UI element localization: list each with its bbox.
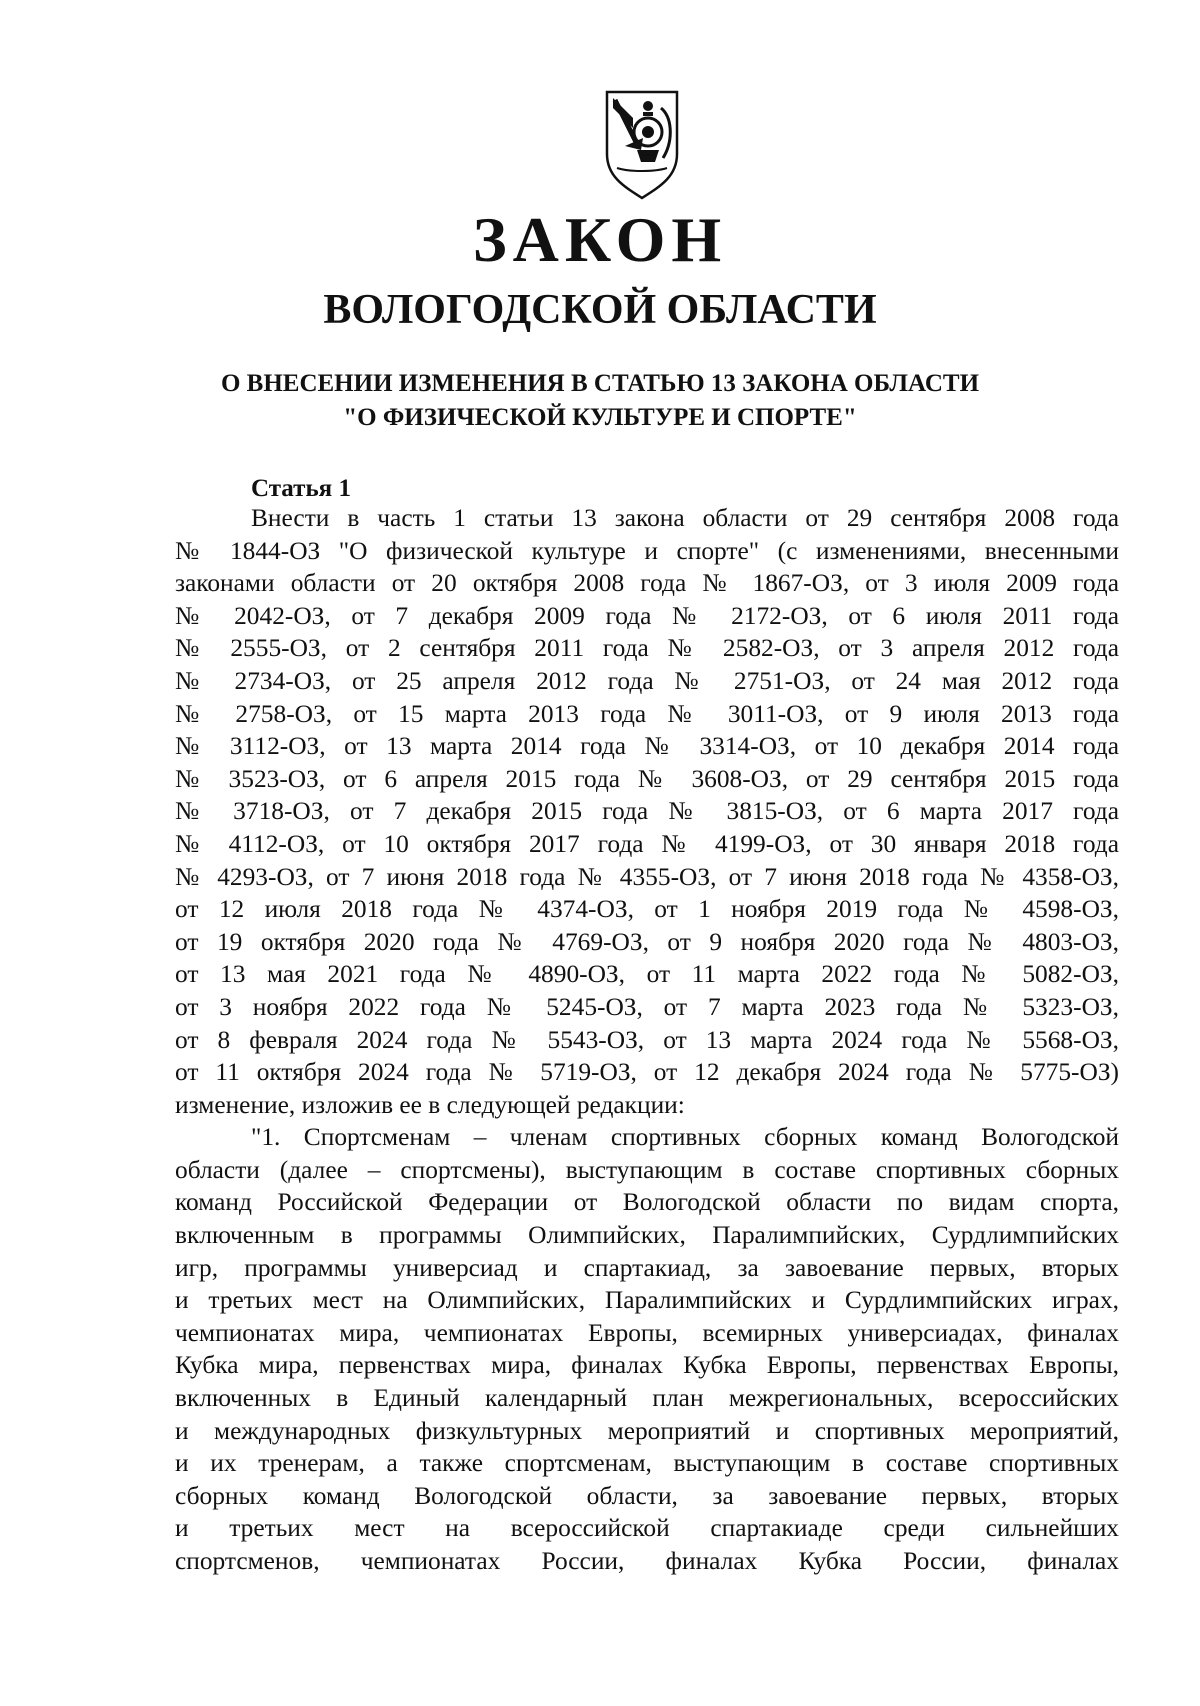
text-line: № 2734-ОЗ, от 25 апреля 2012 года № 2751-ОЗ, от 24 мая 2012 года (175, 666, 1119, 695)
region-title: ВОЛОГОДСКОЙ ОБЛАСТИ (323, 287, 877, 333)
law-title: ЗАКОН (472, 204, 728, 275)
text-line: и их тренерам, а также спортсменам, выступающим в составе спортивных (175, 1449, 1119, 1478)
article-body (175, 502, 1119, 1578)
text-line: от 3 ноября 2022 года № 5245-ОЗ, от 7 марта 2023 года № 5323-ОЗ, (175, 992, 1119, 1021)
coat-of-arms-icon (603, 88, 681, 202)
text-line: № 3112-ОЗ, от 13 марта 2014 года № 3314-ОЗ, от 10 декабря 2014 года (175, 732, 1119, 761)
text-line: от 8 февраля 2024 года № 5543-ОЗ, от 13 марта 2024 года № 5568-ОЗ, (175, 1025, 1119, 1054)
text-line: области (далее – спортсмены), выступающим в составе спортивных сборных (175, 1155, 1119, 1184)
text-line: от 12 июля 2018 года № 4374-ОЗ, от 1 ноября 2019 года № 4598-ОЗ, (175, 895, 1119, 924)
text-line: "1. Спортсменам – членам спортивных сборных команд Вологодской (251, 1123, 1119, 1152)
text-line: изменение, изложив ее в следующей редакции: (175, 1090, 685, 1119)
text-line: № 3523-ОЗ, от 6 апреля 2015 года № 3608-ОЗ, от 29 сентября 2015 года (175, 764, 1119, 793)
heading-line: О ВНЕСЕНИИ ИЗМЕНЕНИЯ В СТАТЬЮ 13 ЗАКОНА ОБЛАСТИ (220, 370, 980, 397)
text-line: законами области от 20 октября 2008 года № 1867-ОЗ, от 3 июля 2009 года (175, 569, 1119, 598)
text-line: и третьих мест на Олимпийских, Паралимпийских и Сурдлимпийских играх, (175, 1286, 1119, 1315)
text-line: и международных физкультурных мероприятий и спортивных мероприятий, (175, 1416, 1119, 1445)
text-line: и третьих мест на всероссийской спартакиаде среди сильнейших (175, 1514, 1119, 1543)
text-line: Внести в часть 1 статьи 13 закона области от 29 сентября 2008 года (251, 504, 1119, 532)
text-line: № 4112-ОЗ, от 10 октября 2017 года № 4199-ОЗ, от 30 января 2018 года (175, 829, 1119, 858)
text-line: № 4293-ОЗ, от 7 июня 2018 года № 4355-ОЗ, от 7 июня 2018 года № 4358-ОЗ, (175, 862, 1119, 891)
text-line: от 11 октября 2024 года № 5719-ОЗ, от 12 декабря 2024 года № 5775-ОЗ) (175, 1058, 1119, 1087)
text-line: включенным в программы Олимпийских, Паралимпийских, Сурдлимпийских (175, 1221, 1119, 1250)
text-line: команд Российской Федерации от Вологодской области по видам спорта, (175, 1188, 1119, 1217)
text-line: включенных в Единый календарный план межрегиональных, всероссийских (175, 1384, 1119, 1413)
heading-line: "О ФИЗИЧЕСКОЙ КУЛЬТУРЕ И СПОРТЕ" (343, 404, 857, 431)
text-line: № 2758-ОЗ, от 15 марта 2013 года № 3011-ОЗ, от 9 июля 2013 года (175, 699, 1119, 728)
article-label: Статья 1 (251, 475, 351, 502)
text-line: от 19 октября 2020 года № 4769-ОЗ, от 9 ноября 2020 года № 4803-ОЗ, (175, 927, 1119, 956)
text-line: Кубка мира, первенствах мира, финалах Кубка Европы, первенствах Европы, (175, 1351, 1119, 1380)
text-line: сборных команд Вологодской области, за завоевание первых, вторых (175, 1481, 1119, 1510)
law-heading (0, 367, 1200, 435)
text-line: чемпионатах мира, чемпионатах Европы, всемирных универсиадах, финалах (175, 1318, 1119, 1347)
text-line: от 13 мая 2021 года № 4890-ОЗ, от 11 марта 2022 года № 5082-ОЗ, (175, 960, 1119, 989)
text-line: № 2555-ОЗ, от 2 сентября 2011 года № 2582-ОЗ, от 3 апреля 2012 года (175, 634, 1119, 663)
text-line: игр, программы универсиад и спартакиад, за завоевание первых, вторых (175, 1253, 1119, 1282)
text-line: спортсменов, чемпионатах России, финалах Кубка России, финалах (175, 1547, 1119, 1575)
text-line: № 2042-ОЗ, от 7 декабря 2009 года № 2172-ОЗ, от 6 июля 2011 года (175, 601, 1119, 630)
text-line: № 1844-ОЗ "О физической культуре и спорте" (с изменениями, внесенными (175, 536, 1119, 565)
text-line: № 3718-ОЗ, от 7 декабря 2015 года № 3815-ОЗ, от 6 марта 2017 года (175, 797, 1119, 826)
